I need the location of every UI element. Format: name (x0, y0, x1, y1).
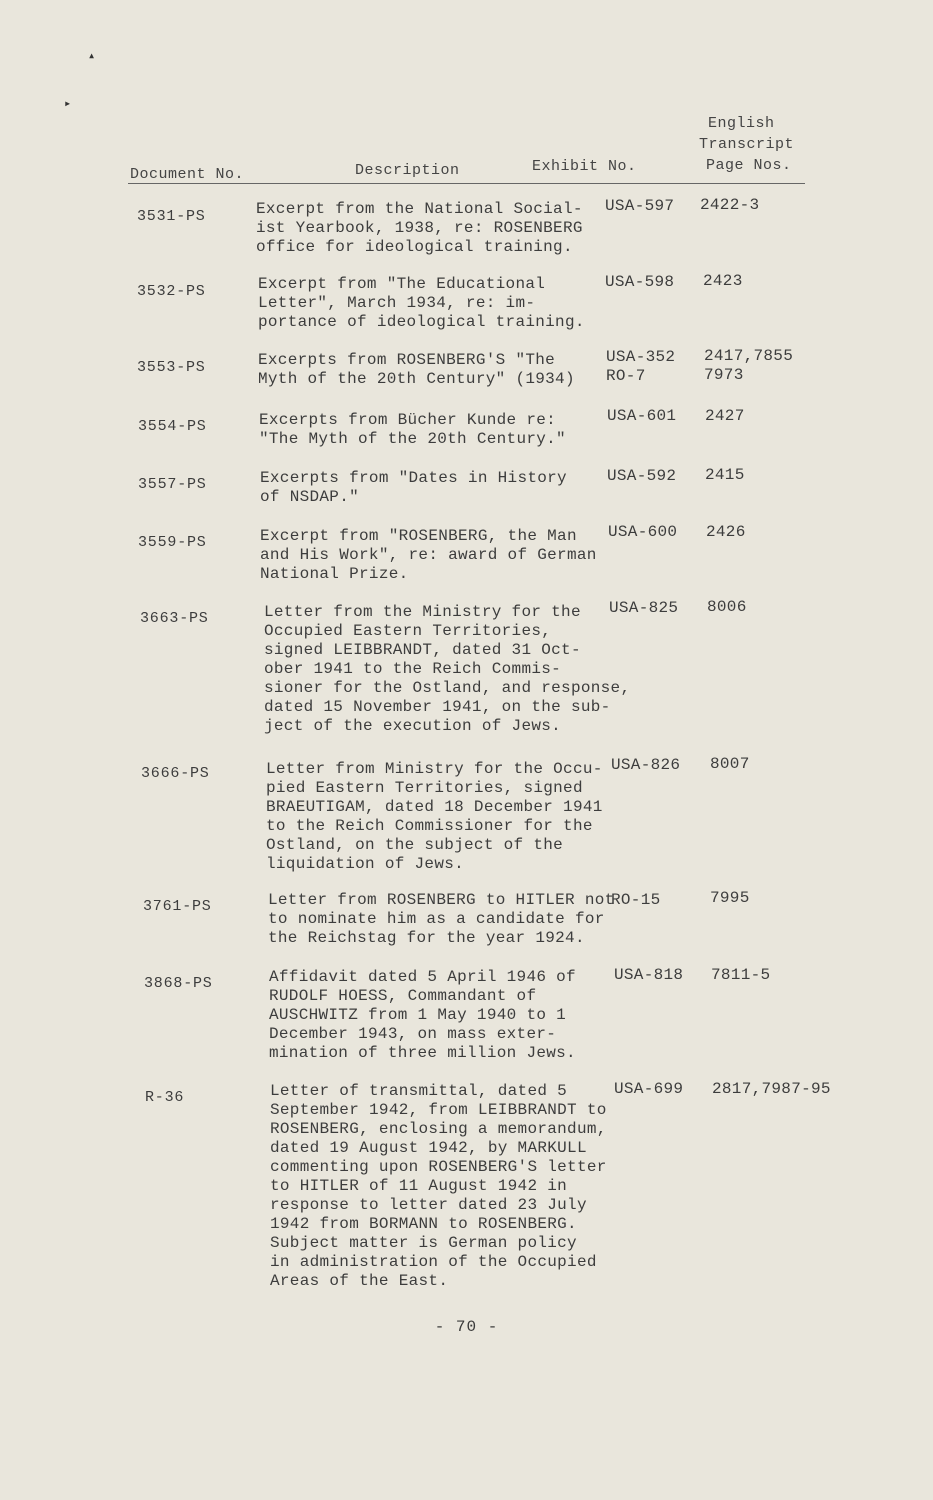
row-description: Excerpt from "ROSENBERG, the Man and His Work", re: award of German National Prize. (260, 527, 597, 583)
row-doc-no: 3663-PS (140, 610, 209, 627)
row-description: Letter from Ministry for the Occu- pied Eastern Territories, signed BRAEUTIGAM, dated 18 December 1941 to the Reich Commissioner for the Ostland, on the subject of the liquidation of Jews. (266, 760, 603, 873)
row-exhibit-no: USA-600 (608, 523, 678, 541)
row-exhibit-no: USA-597 (605, 197, 675, 215)
row-page-nos: 2417,7855 7973 (704, 347, 794, 384)
row-page-nos: 2422-3 (700, 196, 760, 214)
row-exhibit-no: RO-15 (611, 891, 661, 909)
page-number: - 70 - (434, 1318, 499, 1336)
english-transcript-header-2: Transcript (699, 136, 795, 153)
row-exhibit-no: USA-826 (611, 756, 681, 774)
row-page-nos: 2423 (703, 272, 743, 290)
row-page-nos: 7811-5 (711, 966, 771, 984)
row-doc-no: 3666-PS (141, 765, 210, 782)
row-page-nos: 2427 (705, 407, 745, 425)
row-doc-no: 3761-PS (143, 898, 212, 915)
row-description: Excerpts from Bücher Kunde re: "The Myth of the 20th Century." (259, 411, 566, 448)
row-doc-no: 3559-PS (138, 534, 207, 551)
row-doc-no: 3532-PS (137, 283, 206, 300)
row-exhibit-no: USA-352 RO-7 (606, 348, 676, 385)
row-exhibit-no: USA-598 (605, 273, 675, 291)
row-description: Affidavit dated 5 April 1946 of RUDOLF HOESS, Commandant of AUSCHWITZ from 1 May 1940 to 1 December 1943, on mass exter- mination of three million Jews. (269, 968, 576, 1062)
row-description: Excerpts from ROSENBERG'S "The Myth of the 20th Century" (1934) (258, 351, 575, 388)
row-doc-no: 3554-PS (138, 418, 207, 435)
document-no-header: Document No. (130, 166, 245, 183)
english-transcript-header-1: English (708, 115, 775, 132)
row-description: Letter from the Ministry for the Occupied Eastern Territories, signed LEIBBRANDT, dated 31 Oct- ober 1941 to the Reich Commis- sioner for the Ostland, and response, dated 15 November 1941, on the sub- ject of the execution of Jews. (264, 603, 631, 735)
row-page-nos: 8006 (707, 598, 747, 616)
row-exhibit-no: USA-592 (607, 467, 677, 485)
row-exhibit-no: USA-699 (614, 1080, 684, 1098)
row-exhibit-no: USA-818 (614, 966, 684, 984)
description-header: Description (355, 162, 460, 179)
row-description: Excerpt from "The Educational Letter", March 1934, re: im- portance of ideological training. (258, 275, 585, 331)
row-page-nos: 2426 (706, 523, 746, 541)
row-description: Letter of transmittal, dated 5 September 1942, from LEIBBRANDT to ROSENBERG, enclosing a memorandum, dated 19 August 1942, by MARKULL commenting upon ROSENBERG'S letter to HITLER of 11 August 1942 in response to letter dated 23 July 1942 from BORMANN to ROSENBERG. Subject matter is German policy in administration of the Occupied Areas of the East. (270, 1082, 607, 1290)
exhibit-no-header: Exhibit No. (532, 158, 637, 175)
row-doc-no: 3531-PS (137, 208, 206, 225)
header-rule (128, 183, 805, 184)
row-exhibit-no: USA-825 (609, 599, 679, 617)
row-exhibit-no: USA-601 (607, 407, 677, 425)
margin-mark: ▴ (88, 49, 96, 63)
row-page-nos: 2415 (705, 466, 745, 484)
row-doc-no: 3557-PS (138, 476, 207, 493)
row-page-nos: 7995 (710, 889, 750, 907)
row-page-nos: 8007 (710, 755, 750, 773)
english-transcript-header-3: Page Nos. (706, 157, 792, 174)
row-page-nos: 2817,7987-95 (712, 1080, 831, 1098)
row-doc-no: R-36 (145, 1089, 185, 1106)
row-doc-no: 3553-PS (137, 359, 206, 376)
row-description: Letter from ROSENBERG to HITLER not to nominate him as a candidate for the Reichstag for the year 1924. (268, 891, 615, 947)
margin-mark: ▸ (64, 97, 72, 111)
row-doc-no: 3868-PS (144, 975, 213, 992)
row-description: Excerpt from the National Social- ist Yearbook, 1938, re: ROSENBERG office for ideological training. (256, 200, 583, 256)
row-description: Excerpts from "Dates in History of NSDAP." (260, 469, 567, 506)
